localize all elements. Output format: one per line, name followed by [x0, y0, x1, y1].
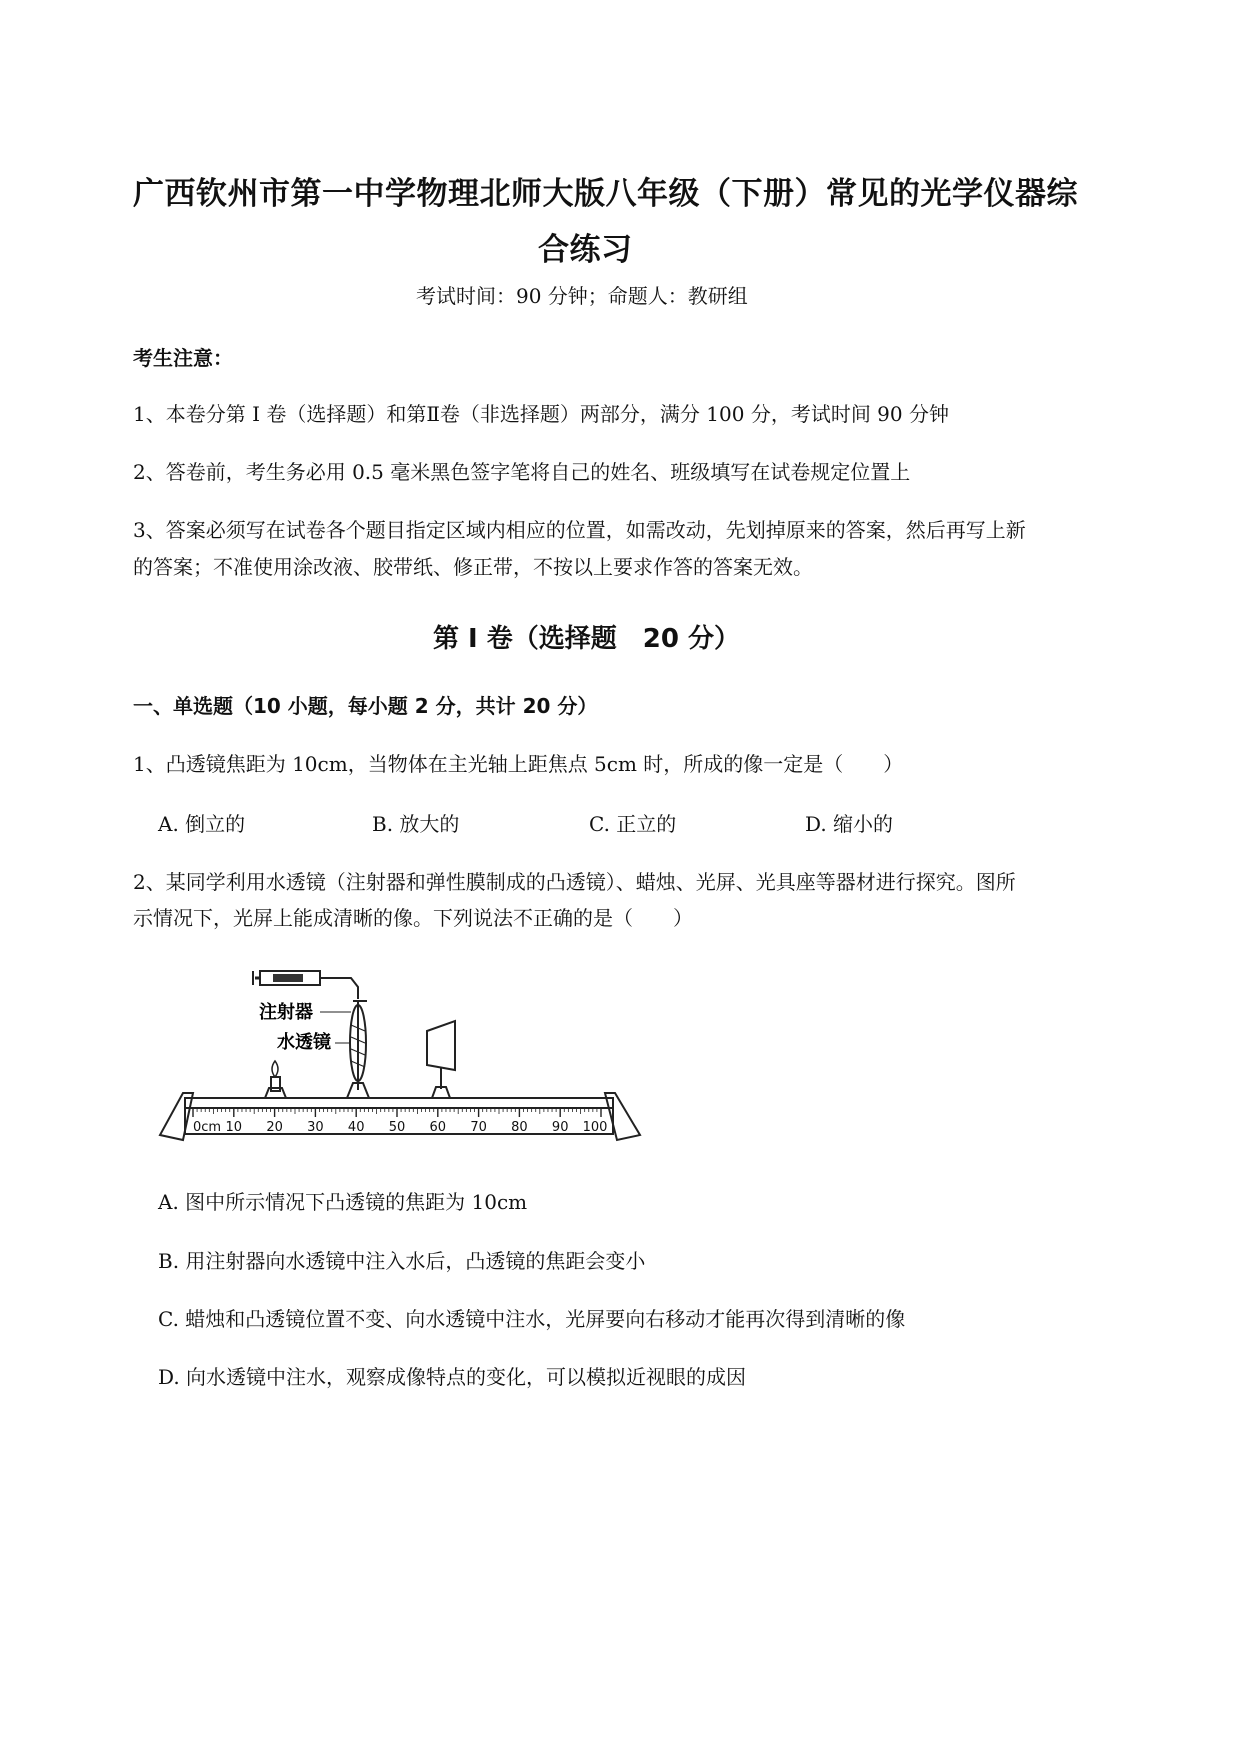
question-1-option-a: A. 倒立的: [158, 812, 246, 836]
question-1-option-c: C. 正立的: [589, 812, 677, 836]
notice-item: 2、答卷前，考生务必用 0.5 毫米黑色签字笔将自己的姓名、班级填写在试卷规定位置上: [133, 460, 911, 484]
question-2-option-a: A. 图中所示情况下凸透镜的焦距为 10cm: [158, 1190, 528, 1214]
ruler-tick-label: 20: [266, 1120, 283, 1135]
ruler-tick-label: 40: [347, 1120, 365, 1135]
question-1-stem: 1、凸透镜焦距为 10cm，当物体在主光轴上距焦点 5cm 时，所成的像一定是（ ）: [133, 752, 904, 776]
exam-info: 考试时间：90 分钟；命题人：教研组: [416, 284, 748, 308]
syringe-icon: [253, 971, 367, 1001]
notice-item: 3、答案必须写在试卷各个题目指定区域内相应的位置，如需改动，先划掉原来的答案，然后再写上新: [133, 518, 1026, 542]
left-support-icon: [160, 1093, 193, 1140]
optical-bench-figure: [155, 965, 645, 1145]
ruler-tick-label: 80: [511, 1120, 528, 1135]
ruler-tick-label: 10: [225, 1120, 243, 1135]
question-2-option-c: C. 蜡烛和凸透镜位置不变、向水透镜中注水，光屏要向右移动才能再次得到清晰的像: [158, 1307, 906, 1331]
question-2-stem-line1: 2、某同学利用水透镜（注射器和弹性膜制成的凸透镜）、蜡烛、光屏、光具座等器材进行探究。图所: [133, 870, 1016, 894]
ruler-tick-label: 0cm: [192, 1120, 222, 1135]
right-support-icon: [605, 1093, 640, 1140]
water-lens-icon: [347, 1001, 369, 1098]
ruler-tick-label: 70: [470, 1120, 487, 1135]
notice-heading: 考生注意：: [133, 346, 233, 370]
notice-item: 1、本卷分第 I 卷（选择题）和第Ⅱ卷（非选择题）两部分，满分 100 分，考试时间 90 分钟: [133, 402, 949, 426]
ruler-tick-label: 50: [388, 1120, 406, 1135]
ruler-tick-label: 60: [429, 1120, 447, 1135]
water-lens-label: 水透镜: [277, 1032, 331, 1053]
exam-title-line1: 广西钦州市第一中学物理北师大版八年级（下册）常见的光学仪器综: [133, 176, 1078, 212]
exam-title-line2: 合练习: [538, 232, 633, 268]
ruler-tick-label: 90: [551, 1120, 569, 1135]
section-heading: 一、单选题（10 小题，每小题 2 分，共计 20 分）: [133, 694, 598, 718]
question-2-option-d: D. 向水透镜中注水，观察成像特点的变化，可以模拟近视眼的成因: [158, 1365, 747, 1389]
question-1-option-b: B. 放大的: [372, 812, 460, 836]
question-1-option-d: D. 缩小的: [805, 812, 894, 836]
ruler-tick-label: 30: [307, 1120, 324, 1135]
part1-heading: 第 I 卷（选择题 20 分）: [433, 624, 741, 654]
syringe-label: 注射器: [259, 1002, 313, 1023]
question-2-stem-line2: 示情况下，光屏上能成清晰的像。下列说法不正确的是（ ）: [133, 906, 693, 930]
notice-item: 的答案；不准使用涂改液、胶带纸、修正带，不按以上要求作答的答案无效。: [133, 555, 813, 579]
ruler-tick-label: 100: [582, 1120, 608, 1135]
ruler-rail: [185, 1098, 613, 1135]
candle-icon: [265, 1061, 286, 1098]
screen-icon: [427, 1021, 455, 1098]
question-2-option-b: B. 用注射器向水透镜中注入水后，凸透镜的焦距会变小: [158, 1249, 646, 1273]
